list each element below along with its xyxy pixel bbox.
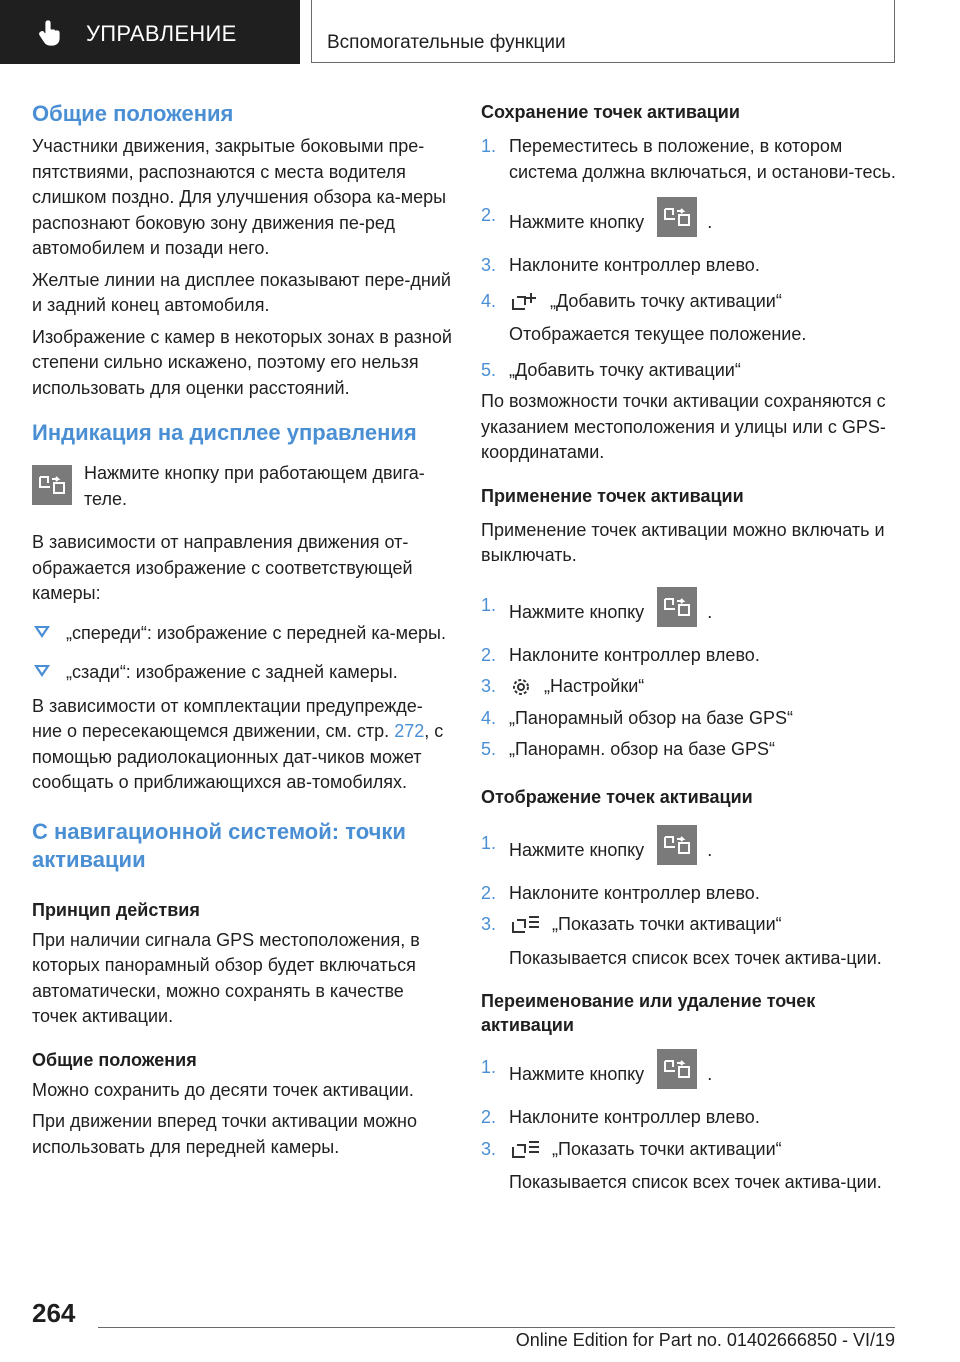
edition-text: Online Edition for Part no. 01402666850 - VI/19 — [515, 1330, 895, 1350]
chapter-box — [311, 0, 895, 63]
list-item: „сзади“: изображение с задней камеры. — [32, 660, 452, 686]
camera-button-icon — [657, 197, 697, 237]
paragraph: При движении вперед точки активации можно использовать для передней камеры. — [32, 1111, 417, 1157]
list-item: 4. „Панорамный обзор на базе GPS“ — [481, 707, 793, 728]
section-title: УПРАВЛЕНИЕ — [86, 21, 237, 46]
list-item: 1. Переместитесь в положение, в котором система должна включаться, и останови-тесь. — [481, 136, 896, 182]
left-column — [32, 100, 452, 1160]
heading-indication: Индикация на дисплее управления — [32, 420, 417, 445]
camera-button-icon — [657, 825, 697, 865]
heading-apply: Применение точек активации — [481, 485, 744, 506]
camera-button-icon — [657, 587, 697, 627]
bullet-triangle-icon — [34, 626, 50, 638]
heading-nav: С навигационной системой: точки активации — [32, 818, 406, 872]
list-item: 5. „Добавить точку активации“ — [481, 359, 741, 380]
list-item: 1. Нажмите кнопку . — [481, 831, 901, 871]
list-item: 3. „Показать точки активации“ Показывается список всех точек актива-ции. — [481, 914, 882, 968]
page-link[interactable]: 272 — [394, 721, 425, 741]
hand-pointer-icon — [38, 20, 64, 46]
footer-divider — [98, 1327, 895, 1328]
paragraph: Изображение с камер в некоторых зонах в разной степени сильно искажено, поэтому его нельзя использовать для оценки расстояний. — [32, 326, 452, 398]
list-item: 4. „Добавить точку активации“ Отображается текущее положение. — [481, 290, 807, 344]
page-number: 264 — [32, 1298, 76, 1328]
list-item: 3. „Показать точки активации“ Показывается список всех точек актива-ции. — [481, 1138, 882, 1192]
list-item: 2. Нажмите кнопку . — [481, 203, 901, 243]
chapter-title: Вспомогательные функции — [327, 32, 566, 53]
heading-show: Отображение точек активации — [481, 786, 753, 807]
indication-block — [32, 461, 452, 512]
camera-button-icon — [32, 465, 72, 505]
heading-rename: Переименование или удаление точек активации — [481, 991, 816, 1035]
add-point-icon — [509, 291, 539, 313]
paragraph: Желтые линии на дисплее показывают пере-дний и задний конец автомобиля. — [32, 269, 451, 315]
list-item: 3. Наклоните контроллер влево. — [481, 255, 760, 275]
list-points-icon — [509, 914, 541, 936]
list-item: 2. Наклоните контроллер влево. — [481, 644, 760, 665]
list-item: „спереди“: изображение с передней ка-меры. — [32, 621, 452, 647]
section-tab — [0, 0, 300, 64]
gear-icon — [509, 676, 533, 698]
heading-principle: Принцип действия — [32, 899, 200, 920]
paragraph: Применение точек активации можно включать и выключать. — [481, 519, 885, 565]
heading-save: Сохранение точек активации — [481, 102, 740, 122]
right-column — [481, 100, 901, 1196]
paragraph: Можно сохранить до десяти точек активации. — [32, 1079, 414, 1100]
paragraph: В зависимости от направления движения от-ображается изображение с соответствующей камеры: — [32, 532, 413, 603]
bullet-triangle-icon — [34, 665, 50, 677]
paragraph: По возможности точки активации сохраняются с указанием местоположения и улицы или с GPS-координатами. — [481, 391, 886, 462]
list-item: 3. „Настройки“ — [481, 674, 901, 700]
list-item: 1. Нажмите кнопку . — [481, 593, 901, 633]
list-item: 2. Наклоните контроллер влево. — [481, 1107, 760, 1127]
indication-text: Нажмите кнопку при работающем двига-теле. — [84, 463, 425, 509]
heading-general: Общие положения — [32, 101, 234, 126]
paragraph: В зависимости от комплектации предупрежде-ние о пересекающемся движении, см. стр. 272, с помощью радиолокационных дат-чиков может сообщать о приближающихся ав-томобилях. — [32, 695, 444, 792]
list-item: 1. Нажмите кнопку . — [481, 1055, 901, 1095]
list-points-icon — [509, 1139, 541, 1161]
paragraph: При наличии сигнала GPS местоположения, в которых панорамный обзор будет включаться автоматически, можно сохранять в качестве точек активации. — [32, 929, 420, 1026]
list-item: 5. „Панорамн. обзор на базе GPS“ — [481, 739, 775, 759]
heading-general-2: Общие положения — [32, 1049, 197, 1070]
list-item: 2. Наклоните контроллер влево. — [481, 882, 760, 903]
camera-button-icon — [657, 1049, 697, 1089]
paragraph: Участники движения, закрытые боковыми пре-пятствиями, распознаются с места водителя слишком поздно. Для улучшения обзора ка-меры распознают боковую зону движения пе-ред автомобилем и позади него. — [32, 136, 447, 258]
